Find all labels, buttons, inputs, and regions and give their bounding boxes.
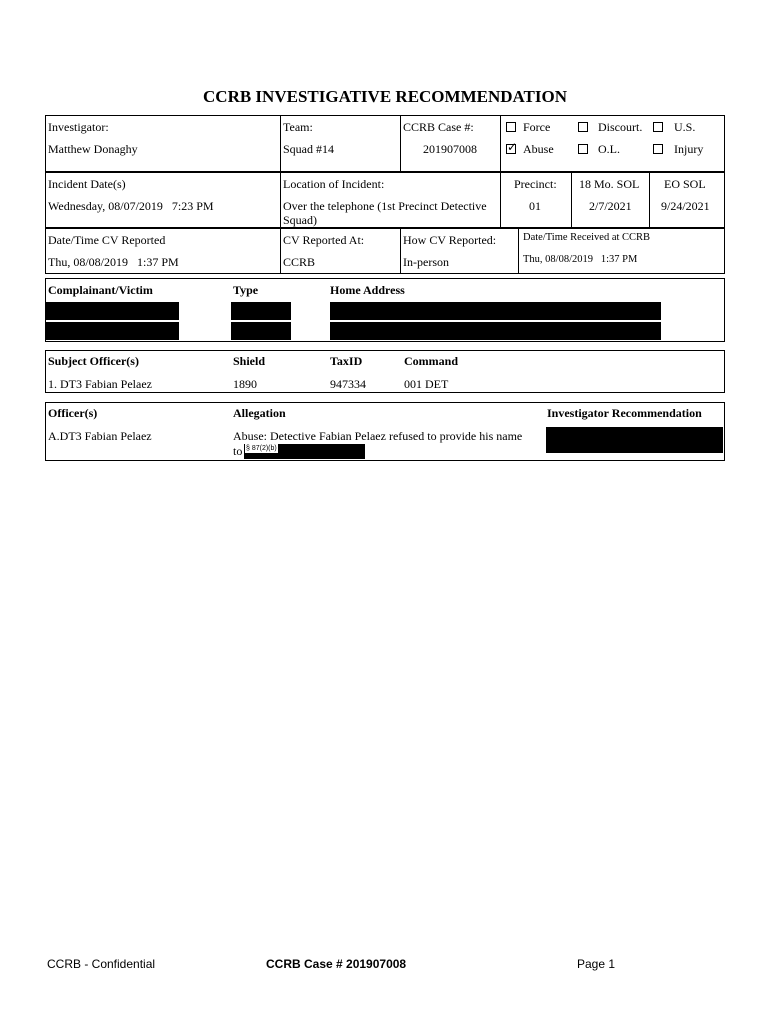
- cv-reported-label: Date/Time CV Reported: [48, 233, 166, 247]
- checkbox-abuse-label: Abuse: [523, 142, 554, 156]
- exemption-label: § 87(2)(b): [246, 445, 277, 452]
- checkbox-ol-label: O.L.: [598, 142, 620, 156]
- allegation-text-line1: Abuse: Detective Fabian Pelaez refused to provide his name: [233, 429, 523, 443]
- allegation-officer-header: Officer(s): [48, 406, 98, 420]
- allegation-officer-name: A.DT3 Fabian Pelaez: [48, 429, 152, 443]
- checkbox-discourtesy[interactable]: [578, 122, 588, 132]
- checkbox-ol[interactable]: [578, 144, 588, 154]
- command-header: Command: [404, 354, 459, 368]
- redaction-bar: [330, 302, 661, 320]
- document-title: CCRB INVESTIGATIVE RECOMMENDATION: [203, 87, 567, 106]
- investigator-label: Investigator:: [48, 120, 109, 134]
- redaction-bar: [46, 302, 179, 320]
- location-value-line2: Squad): [283, 213, 317, 227]
- cv-reported-at-label: CV Reported At:: [283, 233, 365, 247]
- checkbox-discourtesy-label: Discourt.: [598, 120, 643, 134]
- recommendation-header: Investigator Recommendation: [547, 406, 702, 420]
- subject-officer-name: 1. DT3 Fabian Pelaez: [48, 377, 152, 391]
- checkbox-force-label: Force: [523, 120, 551, 134]
- checkbox-injury-label: Injury: [674, 142, 704, 156]
- redaction-bar: [330, 322, 661, 340]
- sol18-value: 2/7/2021: [589, 199, 632, 213]
- incident-date-label: Incident Date(s): [48, 177, 126, 191]
- check-mark-icon: ✓: [507, 140, 518, 154]
- redaction-bar: [46, 322, 179, 340]
- footer-confidential: CCRB - Confidential: [47, 957, 156, 971]
- received-value: Thu, 08/08/2019 1:37 PM: [523, 254, 638, 265]
- footer-page-number: Page 1: [577, 957, 616, 971]
- subject-officer-command: 001 DET: [404, 377, 449, 391]
- checkbox-injury[interactable]: [653, 144, 663, 154]
- how-reported-label: How CV Reported:: [403, 233, 497, 247]
- sol18-label: 18 Mo. SOL: [579, 177, 640, 191]
- complainant-header: Complainant/Victim: [48, 283, 153, 297]
- checkbox-us-label: U.S.: [674, 120, 696, 134]
- subject-officer-taxid: 947334: [330, 377, 366, 391]
- how-reported-value: In-person: [403, 255, 449, 269]
- incident-date-value: Wednesday, 08/07/2019 7:23 PM: [48, 199, 214, 213]
- cv-reported-value: Thu, 08/08/2019 1:37 PM: [48, 255, 179, 269]
- complainant-address-header: Home Address: [330, 283, 405, 297]
- allegation-text-line2: to: [233, 444, 243, 458]
- team-label: Team:: [283, 120, 313, 134]
- subject-officer-shield: 1890: [233, 377, 257, 391]
- taxid-header: TaxID: [330, 354, 363, 368]
- eosol-label: EO SOL: [664, 177, 706, 191]
- received-label: Date/Time Received at CCRB: [523, 232, 651, 243]
- case-number-label: CCRB Case #:: [403, 120, 474, 134]
- cv-reported-at-value: CCRB: [283, 255, 316, 269]
- redaction-bar: [231, 302, 291, 320]
- checkbox-abuse[interactable]: [506, 140, 518, 154]
- redaction-bar: [231, 322, 291, 340]
- allegation-header: Allegation: [233, 406, 286, 420]
- checkbox-force[interactable]: [506, 122, 516, 132]
- investigator-value: Matthew Donaghy: [48, 142, 138, 156]
- precinct-label: Precinct:: [514, 177, 557, 191]
- eosol-value: 9/24/2021: [661, 199, 710, 213]
- subject-officer-header: Subject Officer(s): [48, 354, 139, 368]
- recommendation-redaction: [546, 427, 723, 453]
- complainant-type-header: Type: [233, 283, 259, 297]
- checkbox-us[interactable]: [653, 122, 663, 132]
- location-value-line1: Over the telephone (1st Precinct Detective: [283, 199, 487, 213]
- precinct-value: 01: [529, 199, 541, 213]
- case-number-value: 201907008: [423, 142, 477, 156]
- location-label: Location of Incident:: [283, 177, 385, 191]
- shield-header: Shield: [233, 354, 266, 368]
- team-value: Squad #14: [283, 142, 334, 156]
- footer-case-number: CCRB Case # 201907008: [266, 957, 407, 971]
